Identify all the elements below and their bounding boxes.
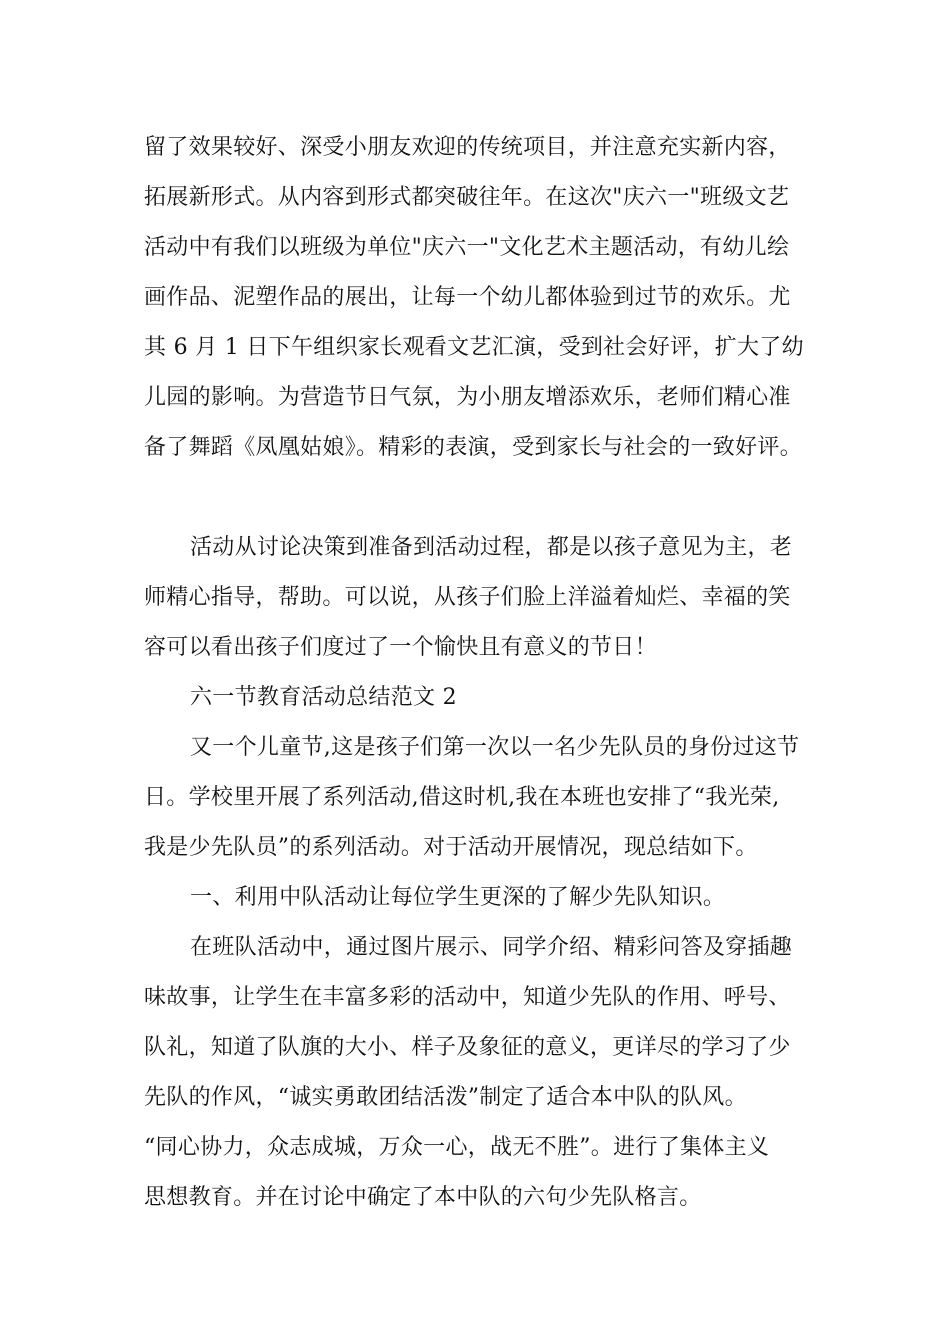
paragraph-2-line-1: 活动从讨论决策到准备到活动过程，都是以孩子意见为主，老 — [190, 535, 793, 560]
paragraph-1-line-3: 活动中有我们以班级为单位"庆六一"文化艺术主题活动，有幼儿绘 — [144, 235, 790, 260]
paragraph-1-line-6: 儿园的影响。为营造节日气氛，为小朋友增添欢乐，老师们精心准 — [144, 385, 791, 410]
paragraph-4-line-4: 先队的作风，“诚实勇敢团结活泼”制定了适合本中队的队风。 — [144, 1085, 747, 1110]
paragraph-3-line-1: 又一个儿童节,这是孩子们第一次以一名少先队员的身份过这节 — [190, 735, 800, 760]
paragraph-1-line-7: 备了舞蹈《凤凰姑娘》。精彩的表演，受到家长与社会的一致好评。 — [144, 435, 803, 460]
paragraph-2-line-2: 师精心指导，帮助。可以说，从孩子们脸上洋溢着灿烂、幸福的笑 — [144, 585, 791, 610]
paragraph-4-line-5: “同心协力，众志成城，万众一心，战无不胜”。进行了集体主义 — [144, 1135, 770, 1160]
paragraph-1-line-1: 留了效果较好、深受小朋友欢迎的传统项目，并注意充实新内容， — [144, 135, 791, 160]
paragraph-1-line-4: 画作品、泥塑作品的展出，让每一个幼儿都体验到过节的欢乐。尤 — [144, 285, 791, 310]
paragraph-4-line-6: 思想教育。并在讨论中确定了本中队的六句少先队格言。 — [144, 1185, 702, 1210]
paragraph-1-line-2: 拓展新形式。从内容到形式都突破往年。在这次"庆六一"班级文艺 — [144, 185, 790, 210]
heading-1: 一、利用中队活动让每位学生更深的了解少先队知识。 — [190, 885, 726, 910]
paragraph-1-line-5: 其 6 月 1 日下午组织家长观看文艺汇演，受到社会好评，扩大了幼 — [144, 335, 804, 360]
paragraph-4-line-3: 队礼，知道了队旗的大小、样子及象征的意义，更详尽的学习了少 — [144, 1035, 791, 1060]
paragraph-4-line-1: 在班队活动中，通过图片展示、同学介绍、精彩问答及穿插趣 — [190, 935, 793, 960]
paragraph-4-line-2: 味故事，让学生在丰富多彩的活动中，知道少先队的作用、呼号、 — [144, 985, 791, 1010]
paragraph-3-line-2: 日。学校里开展了系列活动,借这时机,我在本班也安排了“我光荣, — [144, 785, 780, 810]
paragraph-2-line-3: 容可以看出孩子们度过了一个愉快且有意义的节日！ — [144, 635, 657, 660]
section-title: 六一节教育活动总结范文 2 — [190, 685, 457, 710]
paragraph-3-line-3: 我是少先队员”的系列活动。对于活动开展情况，现总结如下。 — [144, 835, 758, 860]
